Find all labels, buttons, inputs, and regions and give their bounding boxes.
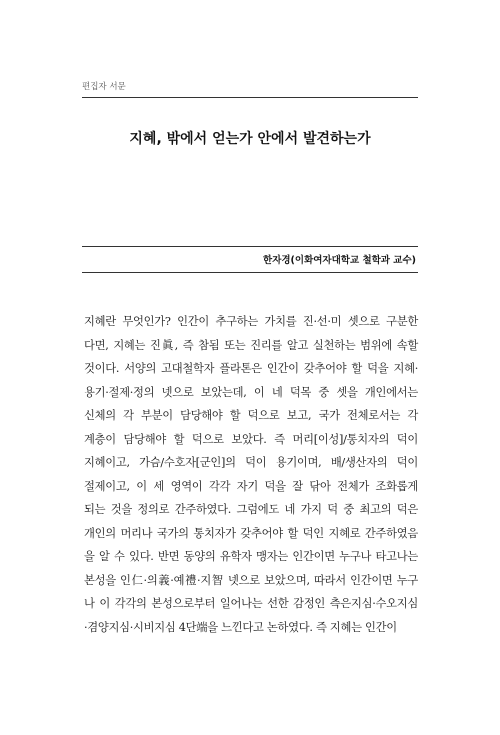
text-line: 을 알 수 있다. 반면 동양의 유학자 맹자는 인간이면 누구나 타고나는 [84,550,418,563]
text-line: 계층이 담당해야 할 덕으로 보았다. 즉 머리[이성]/통치자의 덕이 [84,432,418,446]
top-rule [82,97,418,98]
page-title: 지혜, 밖에서 얻는가 안에서 발견하는가 [129,131,371,147]
section-label: 편집자 서문 [82,82,126,92]
author-byline: 한자경(이화여자대학교 철학과 교수) [263,255,416,266]
text-line: 절제이고, 이 세 영역이 각각 자기 덕을 잘 닦아 전체가 조화롭게 [84,479,418,493]
text-line: 것이다. 서양의 고대철학자 플라톤은 인간이 갖추어야 할 덕을 지혜· [84,362,418,375]
text-line: 다면, 지혜는 진眞, 즉 참됨 또는 진리를 알고 실천하는 범위에 속할 [84,338,418,352]
text-line: 나 이 각각의 본성으로부터 일어나는 선한 감정인 측은지심·수오지심 [84,597,418,610]
text-line: 되는 것을 정의로 간주하였다. 그럼에도 네 가지 덕 중 최고의 덕은 [84,503,418,516]
author-rule-bottom [82,272,418,273]
text-line: 개인의 머리나 국가의 통치자가 갖추어야 할 덕인 지혜로 간주하였음 [84,526,418,540]
text-line: 용기·절제·정의 넷으로 보았는데, 이 네 덕목 중 셋을 개인에서는 [84,385,418,399]
author-rule-top [82,246,418,247]
text-line: 지혜란 무엇인가? 인간이 추구하는 가치를 진·선·미 셋으로 구분한 [84,315,418,328]
body-text [84,310,418,639]
text-line: 신체의 각 부분이 담당해야 할 덕으로 보고, 국가 전체로서는 각 [84,409,418,422]
text-line: ·겸양지심·시비지심 4단端을 느낀다고 논하였다. 즉 지혜는 인간이 [84,620,397,634]
text-line: 지혜이고, 가슴/수호자[군인]의 덕이 용기이며, 배/생산자의 덕이 [84,456,418,469]
text-line: 본성을 인仁·의義·예禮·지智 넷으로 보았으며, 따라서 인간이면 누구 [84,573,418,587]
